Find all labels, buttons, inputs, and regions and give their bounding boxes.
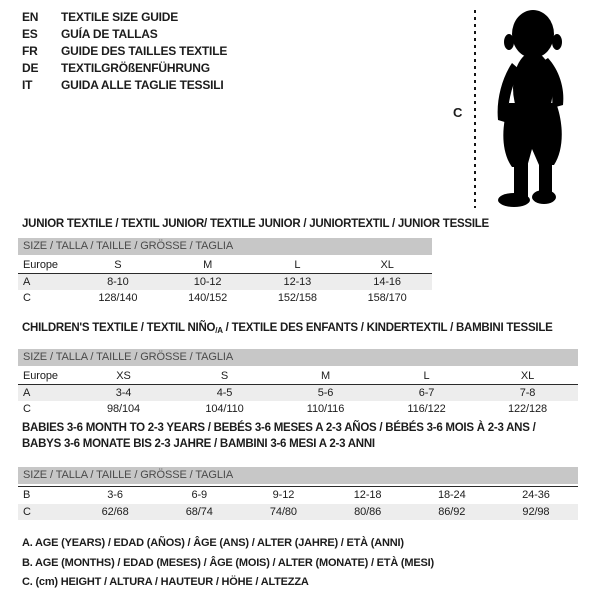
language-label: GUIDA ALLE TAGLIE TESSILI (61, 77, 224, 92)
row-label: A (23, 387, 31, 399)
size-col-header: L (294, 259, 301, 271)
language-code: ES (22, 26, 38, 41)
table-header-row (18, 368, 578, 385)
size-bar: SIZE / TALLA / TAILLE / GRÖSSE / TAGLIA (18, 238, 432, 255)
table-row-height (18, 504, 578, 520)
row-label: C (23, 403, 31, 415)
language-row-it (22, 76, 227, 93)
table-cell: 5-6 (317, 387, 334, 399)
language-label: GUÍA DE TALLAS (61, 26, 158, 41)
language-label: GUIDE DES TAILLES TEXTILE (61, 43, 228, 58)
size-bar: SIZE / TALLA / TAILLE / GRÖSSE / TAGLIA (18, 349, 578, 366)
table-cell: 24-36 (522, 489, 550, 501)
table-cell: 68/74 (185, 506, 213, 518)
language-code: DE (22, 60, 39, 75)
footnote-b: B. AGE (MONTHS) / EDAD (MESES) / ÂGE (MOIS) / ALTER (MONATE) / ETÀ (MESI) (22, 556, 434, 569)
table-cell: 10-12 (193, 276, 222, 288)
footnote-c: C. (cm) HEIGHT / ALTURA / HAUTEUR / HÖHE / ALTEZZA (22, 576, 309, 588)
babies-title-line1: BABIES 3-6 MONTH TO 2-3 YEARS / BEBÉS 3-6 MESES A 2-3 AÑOS / BÉBÉS 3-6 MOIS À 2-3 ANS / (22, 422, 536, 434)
footnote-a: A. AGE (YEARS) / EDAD (AÑOS) / ÂGE (ANS) / ALTER (JAHRE) / ETÀ (ANNI) (22, 537, 404, 549)
table-cell: 122/128 (507, 403, 548, 415)
table-cell: 128/140 (98, 292, 138, 304)
table-cell: 62/68 (101, 506, 129, 518)
footnotes (22, 534, 434, 593)
table-cell: 140/152 (188, 292, 228, 304)
table-cell: 152/158 (277, 292, 317, 304)
children-title-text: CHILDREN'S TEXTILE / TEXTIL NIÑO (22, 322, 216, 334)
size-col-header: XS (116, 370, 131, 382)
size-col-header: XL (520, 370, 535, 382)
height-measure-dashed-line (474, 10, 476, 208)
table-cell: 8-10 (107, 276, 129, 288)
table-row-months (18, 486, 578, 504)
language-label: TEXTILE SIZE GUIDE (61, 9, 179, 24)
table-cell: 104/110 (205, 403, 244, 415)
region-label: Europe (23, 370, 58, 382)
table-cell: 98/104 (106, 403, 141, 415)
babies-section-title (22, 420, 536, 452)
row-label: A (23, 276, 31, 288)
table-cell: 3-6 (107, 489, 123, 501)
junior-section-title: JUNIOR TEXTILE / TEXTIL JUNIOR/ TEXTILE JUNIOR / JUNIORTEXTIL / JUNIOR TESSILE (22, 218, 489, 230)
table-cell: 80/86 (354, 506, 382, 518)
size-col-header: M (203, 259, 213, 271)
table-cell: 12-18 (353, 489, 382, 501)
babies-title-line2: BABYS 3-6 MONATE BIS 2-3 JAHRE / BAMBINI 3-6 MESI A 2-3 ANNI (22, 438, 375, 450)
height-measure-label: C (453, 105, 463, 120)
language-label: TEXTILGRÖßENFÜHRUNG (61, 60, 210, 75)
table-cell: 4-5 (216, 387, 233, 399)
table-row-height (18, 401, 578, 418)
table-header-row (18, 257, 432, 274)
size-col-header: S (114, 259, 122, 271)
size-col-header: L (423, 370, 430, 382)
children-title-text: / TEXTILE DES ENFANTS / KINDERTEXTIL / BAMBINI TESSILE (222, 322, 553, 334)
language-code: FR (22, 43, 38, 58)
babies-size-table (18, 467, 578, 520)
table-cell: 12-13 (283, 276, 312, 288)
region-label: Europe (23, 259, 58, 271)
children-size-table (18, 349, 578, 418)
table-cell: 158/170 (367, 292, 407, 304)
table-cell: 18-24 (437, 489, 466, 501)
table-cell: 74/80 (269, 506, 297, 518)
size-col-header: XL (380, 259, 394, 271)
table-row-height (18, 290, 432, 307)
table-row-age (18, 385, 578, 401)
language-legend (22, 8, 227, 93)
size-col-header: M (320, 370, 331, 382)
children-title-subscript: /A (215, 326, 223, 335)
language-row-fr (22, 42, 227, 59)
table-cell: 9-12 (272, 489, 295, 501)
table-row-age (18, 274, 432, 290)
size-bar: SIZE / TALLA / TAILLE / GRÖSSE / TAGLIA (18, 467, 578, 484)
children-section-title (22, 320, 553, 337)
table-cell: 7-8 (519, 387, 536, 399)
junior-size-table (18, 238, 432, 307)
table-cell: 116/122 (407, 403, 446, 415)
language-row-de (22, 59, 227, 76)
table-cell: 110/116 (306, 403, 345, 415)
language-code: EN (22, 9, 39, 24)
row-label: C (23, 292, 31, 304)
baby-silhouette-icon (482, 8, 580, 210)
table-cell: 6-7 (418, 387, 435, 399)
size-col-header: S (220, 370, 229, 382)
table-cell: 3-4 (115, 387, 132, 399)
table-cell: 6-9 (191, 489, 208, 501)
row-label: B (23, 489, 31, 501)
language-row-es (22, 25, 227, 42)
language-code: IT (22, 77, 33, 92)
language-row-en (22, 8, 227, 25)
table-cell: 14-16 (373, 276, 401, 288)
row-label: C (23, 506, 31, 518)
table-cell: 86/92 (438, 506, 466, 518)
table-cell: 92/98 (522, 506, 550, 518)
